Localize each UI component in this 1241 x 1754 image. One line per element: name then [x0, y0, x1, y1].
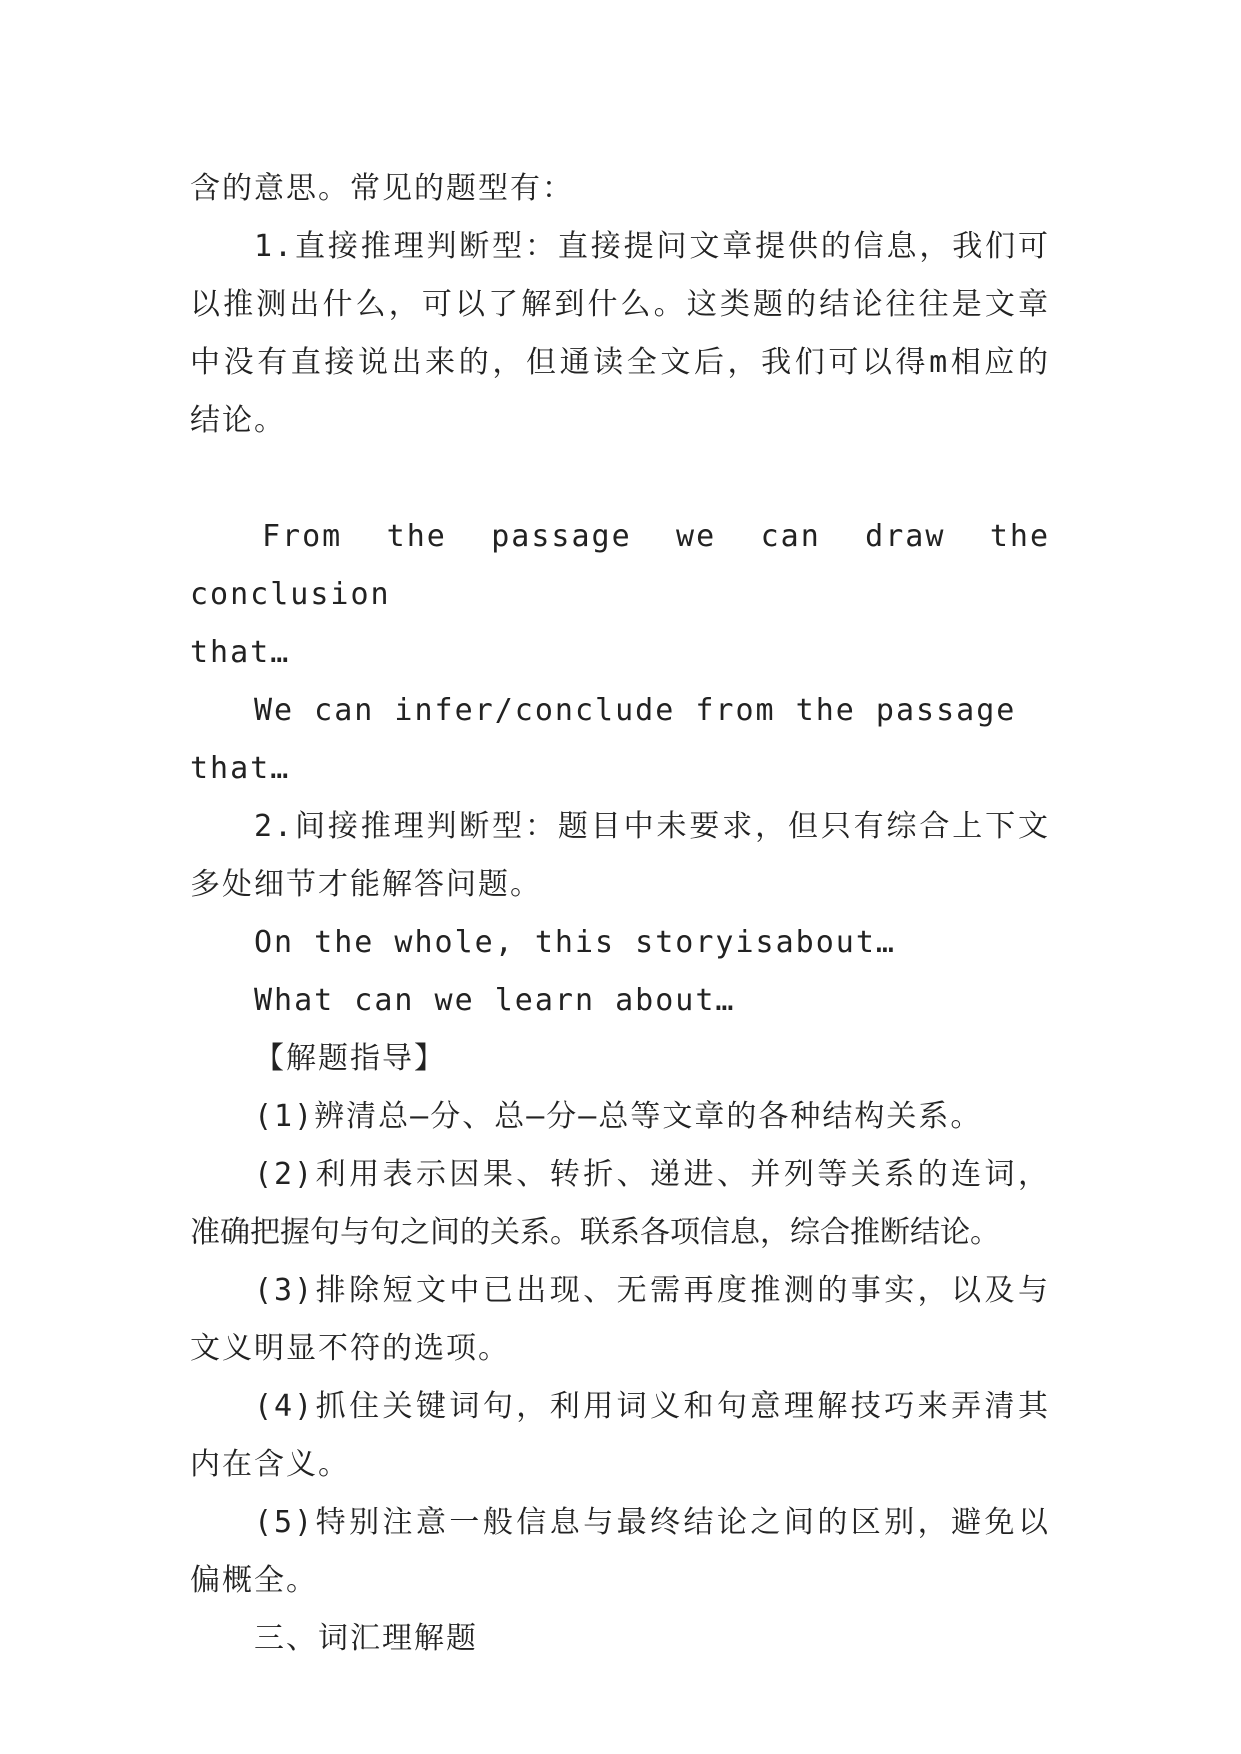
text-line: 中没有直接说出来的，但通读全文后，我们可以得m相应的 — [190, 345, 1050, 380]
text-line: 以推测出什么，可以了解到什么。这类题的结论往往是文章 — [190, 287, 1050, 322]
text-line: 1.直接推理判断型：直接提问文章提供的信息，我们可 — [254, 229, 1050, 264]
document-body — [190, 160, 1050, 1668]
blank-line — [190, 450, 1050, 508]
text-line: (3)排除短文中已出现、无需再度推测的事实，以及与 — [254, 1273, 1050, 1308]
text-line: (5)特别注意一般信息与最终结论之间的区别，避免以 — [254, 1505, 1050, 1540]
text-line: 准确把握句与句之间的关系。联系各项信息，综合推断结论。 — [190, 1215, 1000, 1250]
text-line: 文义明显不符的选项。 — [190, 1331, 510, 1366]
text-line: 偏概全。 — [190, 1563, 318, 1598]
text-line: (1)辨清总—分、总—分—总等文章的各种结构关系。 — [254, 1099, 983, 1134]
text-line: On the whole, this storyisabout… — [254, 925, 896, 960]
text-line: (4)抓住关键词句，利用词义和句意理解技巧来弄清其 — [254, 1389, 1050, 1424]
text-line: that… — [190, 635, 291, 670]
text-line: 含的意思。常见的题型有： — [190, 171, 574, 206]
text-line: 2.间接推理判断型：题目中未要求，但只有综合上下文 — [254, 809, 1050, 844]
text-line: (2)利用表示因果、转折、递进、并列等关系的连词， — [254, 1157, 1050, 1192]
text-line: 结论。 — [190, 403, 286, 438]
section-heading: 【解题指导】 — [254, 1041, 446, 1076]
section-heading: 三、词汇理解题 — [254, 1621, 478, 1656]
text-line: From the passage we can draw the conclusion — [190, 519, 1050, 612]
text-line: 内在含义。 — [190, 1447, 350, 1482]
text-line: We can infer/conclude from the passage that… — [190, 693, 1017, 786]
text-line: 多处细节才能解答问题。 — [190, 867, 542, 902]
text-line: What can we learn about… — [254, 983, 736, 1018]
